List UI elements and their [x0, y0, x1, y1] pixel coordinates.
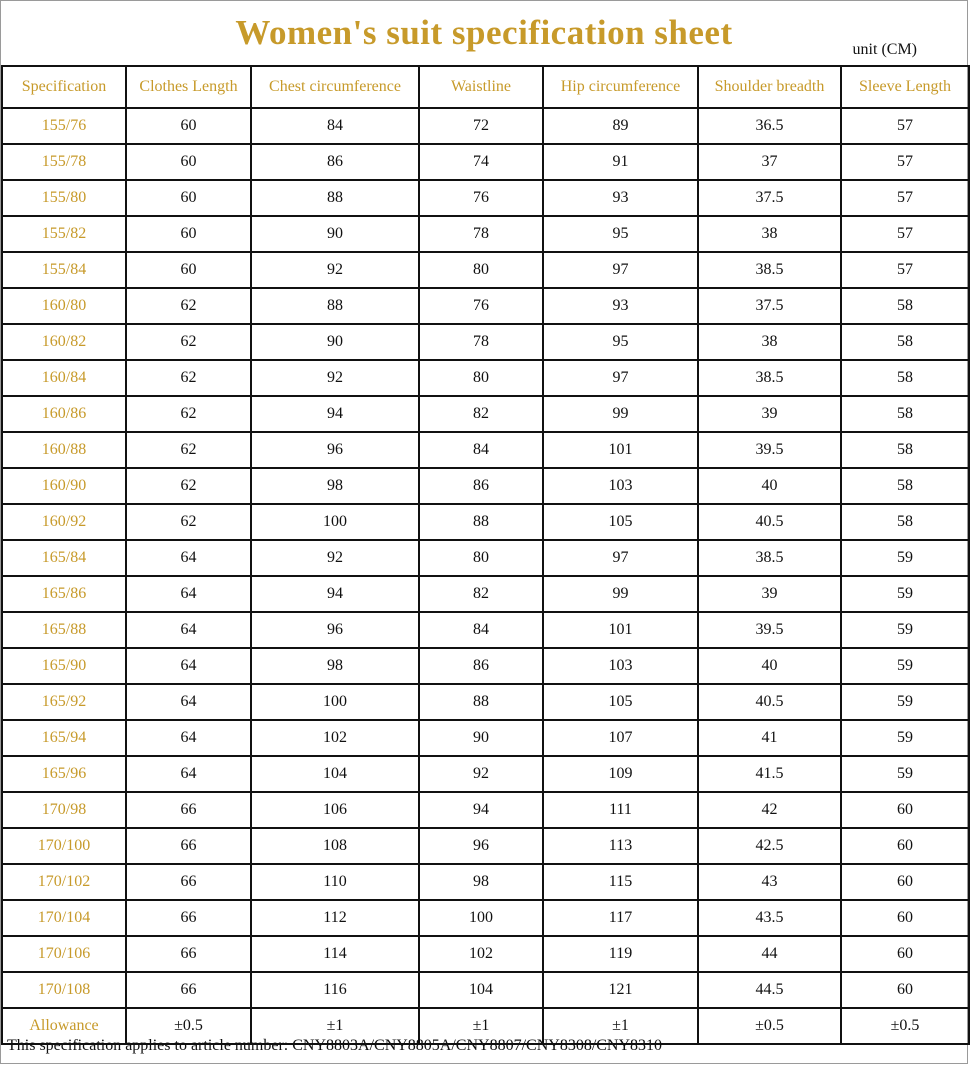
value-cell: 40.5: [698, 684, 841, 720]
spec-cell: 165/84: [2, 540, 126, 576]
spec-cell: 160/84: [2, 360, 126, 396]
value-cell: 92: [251, 360, 419, 396]
value-cell: 95: [543, 324, 698, 360]
table-row: [2, 972, 969, 1008]
value-cell: 99: [543, 576, 698, 612]
value-cell: 86: [419, 648, 543, 684]
table-row: [2, 144, 969, 180]
value-cell: 64: [126, 612, 251, 648]
value-cell: 60: [841, 828, 969, 864]
value-cell: 95: [543, 216, 698, 252]
value-cell: 64: [126, 684, 251, 720]
value-cell: 78: [419, 324, 543, 360]
value-cell: 60: [126, 252, 251, 288]
value-cell: 100: [419, 900, 543, 936]
value-cell: 62: [126, 288, 251, 324]
value-cell: 57: [841, 180, 969, 216]
spec-cell: 170/108: [2, 972, 126, 1008]
table-row: [2, 540, 969, 576]
value-cell: 44.5: [698, 972, 841, 1008]
value-cell: ±0.5: [126, 1008, 251, 1044]
spec-cell: 165/94: [2, 720, 126, 756]
value-cell: 42.5: [698, 828, 841, 864]
column-header: Chest circumference: [251, 66, 419, 108]
value-cell: 89: [543, 108, 698, 144]
value-cell: 60: [841, 864, 969, 900]
spec-cell: 155/82: [2, 216, 126, 252]
value-cell: 104: [251, 756, 419, 792]
value-cell: 80: [419, 252, 543, 288]
value-cell: 37: [698, 144, 841, 180]
value-cell: 60: [126, 180, 251, 216]
value-cell: 109: [543, 756, 698, 792]
spec-cell: 155/76: [2, 108, 126, 144]
value-cell: 74: [419, 144, 543, 180]
table-row: [2, 612, 969, 648]
table-row: [2, 396, 969, 432]
value-cell: 60: [126, 216, 251, 252]
value-cell: 105: [543, 504, 698, 540]
table-row: [2, 684, 969, 720]
value-cell: 94: [419, 792, 543, 828]
value-cell: ±1: [419, 1008, 543, 1044]
spec-cell: 160/90: [2, 468, 126, 504]
table-row: [2, 216, 969, 252]
value-cell: 66: [126, 900, 251, 936]
value-cell: 39: [698, 576, 841, 612]
value-cell: 100: [251, 684, 419, 720]
value-cell: 98: [251, 468, 419, 504]
value-cell: 76: [419, 180, 543, 216]
value-cell: ±1: [251, 1008, 419, 1044]
spec-cell: 160/92: [2, 504, 126, 540]
value-cell: 66: [126, 792, 251, 828]
value-cell: 99: [543, 396, 698, 432]
value-cell: ±0.5: [841, 1008, 969, 1044]
column-header: Sleeve Length: [841, 66, 969, 108]
value-cell: 113: [543, 828, 698, 864]
value-cell: 121: [543, 972, 698, 1008]
value-cell: 58: [841, 432, 969, 468]
value-cell: 66: [126, 864, 251, 900]
value-cell: 60: [126, 108, 251, 144]
value-cell: 102: [419, 936, 543, 972]
value-cell: 103: [543, 468, 698, 504]
spec-cell: 165/88: [2, 612, 126, 648]
table-body: [2, 108, 969, 1044]
spec-cell: 170/104: [2, 900, 126, 936]
value-cell: 38.5: [698, 360, 841, 396]
value-cell: 116: [251, 972, 419, 1008]
header-row: [2, 66, 969, 108]
table-row: [2, 792, 969, 828]
value-cell: 66: [126, 828, 251, 864]
value-cell: 90: [251, 216, 419, 252]
value-cell: 37.5: [698, 288, 841, 324]
value-cell: 84: [251, 108, 419, 144]
value-cell: 92: [251, 252, 419, 288]
table-row: [2, 504, 969, 540]
value-cell: 59: [841, 648, 969, 684]
value-cell: 97: [543, 252, 698, 288]
value-cell: 64: [126, 648, 251, 684]
value-cell: 78: [419, 216, 543, 252]
value-cell: 88: [419, 684, 543, 720]
table-row: [2, 864, 969, 900]
value-cell: 110: [251, 864, 419, 900]
table-row: [2, 432, 969, 468]
spec-cell: 170/98: [2, 792, 126, 828]
value-cell: 58: [841, 360, 969, 396]
value-cell: 37.5: [698, 180, 841, 216]
column-header: Specification: [2, 66, 126, 108]
value-cell: 111: [543, 792, 698, 828]
value-cell: 114: [251, 936, 419, 972]
value-cell: 98: [419, 864, 543, 900]
value-cell: 96: [419, 828, 543, 864]
column-header: Hip circumference: [543, 66, 698, 108]
value-cell: 58: [841, 396, 969, 432]
spec-cell: 160/88: [2, 432, 126, 468]
value-cell: 59: [841, 684, 969, 720]
value-cell: 93: [543, 288, 698, 324]
value-cell: 88: [419, 504, 543, 540]
value-cell: 60: [841, 792, 969, 828]
value-cell: 117: [543, 900, 698, 936]
value-cell: 60: [841, 900, 969, 936]
spec-cell: 165/86: [2, 576, 126, 612]
table-row: [2, 900, 969, 936]
table-row: [2, 324, 969, 360]
spec-cell: 170/102: [2, 864, 126, 900]
value-cell: 88: [251, 180, 419, 216]
value-cell: 59: [841, 612, 969, 648]
value-cell: 58: [841, 468, 969, 504]
value-cell: 76: [419, 288, 543, 324]
value-cell: 40.5: [698, 504, 841, 540]
value-cell: 103: [543, 648, 698, 684]
table-row: [2, 468, 969, 504]
sheet-title: Women's suit specification sheet: [235, 13, 733, 52]
value-cell: 66: [126, 936, 251, 972]
value-cell: 100: [251, 504, 419, 540]
spec-cell: 165/90: [2, 648, 126, 684]
value-cell: 64: [126, 720, 251, 756]
value-cell: 42: [698, 792, 841, 828]
value-cell: 106: [251, 792, 419, 828]
value-cell: 84: [419, 432, 543, 468]
value-cell: 64: [126, 540, 251, 576]
value-cell: 97: [543, 540, 698, 576]
column-header: Clothes Length: [126, 66, 251, 108]
spec-cell: 155/78: [2, 144, 126, 180]
spec-cell: 160/80: [2, 288, 126, 324]
value-cell: 40: [698, 468, 841, 504]
column-header: Waistline: [419, 66, 543, 108]
value-cell: 58: [841, 504, 969, 540]
value-cell: 57: [841, 216, 969, 252]
table-row: [2, 108, 969, 144]
value-cell: 92: [251, 540, 419, 576]
value-cell: 98: [251, 648, 419, 684]
value-cell: 94: [251, 576, 419, 612]
value-cell: 39.5: [698, 432, 841, 468]
spec-table: [1, 65, 970, 1045]
value-cell: 82: [419, 396, 543, 432]
value-cell: 94: [251, 396, 419, 432]
value-cell: 38: [698, 216, 841, 252]
unit-label: unit (CM): [852, 41, 917, 58]
value-cell: 102: [251, 720, 419, 756]
value-cell: 39.5: [698, 612, 841, 648]
value-cell: ±1: [543, 1008, 698, 1044]
title-area: [1, 1, 967, 65]
value-cell: 59: [841, 540, 969, 576]
value-cell: 66: [126, 972, 251, 1008]
spec-cell: 170/106: [2, 936, 126, 972]
table-row: [2, 720, 969, 756]
value-cell: 112: [251, 900, 419, 936]
value-cell: 119: [543, 936, 698, 972]
value-cell: 115: [543, 864, 698, 900]
value-cell: 57: [841, 108, 969, 144]
value-cell: 80: [419, 540, 543, 576]
value-cell: 91: [543, 144, 698, 180]
spec-cell: Allowance: [2, 1008, 126, 1044]
value-cell: 92: [419, 756, 543, 792]
value-cell: 58: [841, 288, 969, 324]
value-cell: 58: [841, 324, 969, 360]
value-cell: 43.5: [698, 900, 841, 936]
spec-cell: 165/96: [2, 756, 126, 792]
value-cell: 59: [841, 756, 969, 792]
value-cell: 36.5: [698, 108, 841, 144]
spec-cell: 155/84: [2, 252, 126, 288]
value-cell: 86: [419, 468, 543, 504]
value-cell: 38.5: [698, 252, 841, 288]
value-cell: 62: [126, 360, 251, 396]
value-cell: 41.5: [698, 756, 841, 792]
value-cell: 60: [841, 972, 969, 1008]
spec-cell: 160/82: [2, 324, 126, 360]
spec-cell: 160/86: [2, 396, 126, 432]
column-header: Shoulder breadth: [698, 66, 841, 108]
table-row: [2, 648, 969, 684]
table-row: [2, 252, 969, 288]
value-cell: 38.5: [698, 540, 841, 576]
value-cell: 62: [126, 468, 251, 504]
value-cell: 104: [419, 972, 543, 1008]
value-cell: 64: [126, 576, 251, 612]
value-cell: 39: [698, 396, 841, 432]
value-cell: 64: [126, 756, 251, 792]
value-cell: 86: [251, 144, 419, 180]
table-row: [2, 828, 969, 864]
value-cell: 41: [698, 720, 841, 756]
value-cell: 82: [419, 576, 543, 612]
article-footnote: This specification applies to article number: CNY8803A/CNY8805A/CNY8807/CNY8308/CNY8310: [7, 1037, 663, 1054]
value-cell: 57: [841, 252, 969, 288]
spec-cell: 155/80: [2, 180, 126, 216]
value-cell: 60: [126, 144, 251, 180]
value-cell: 107: [543, 720, 698, 756]
value-cell: 72: [419, 108, 543, 144]
value-cell: 62: [126, 396, 251, 432]
value-cell: 90: [419, 720, 543, 756]
value-cell: 90: [251, 324, 419, 360]
value-cell: 62: [126, 432, 251, 468]
spec-cell: 170/100: [2, 828, 126, 864]
value-cell: 105: [543, 684, 698, 720]
value-cell: 59: [841, 576, 969, 612]
value-cell: 62: [126, 504, 251, 540]
value-cell: 108: [251, 828, 419, 864]
value-cell: 93: [543, 180, 698, 216]
value-cell: 59: [841, 720, 969, 756]
value-cell: 101: [543, 432, 698, 468]
value-cell: 38: [698, 324, 841, 360]
value-cell: 60: [841, 936, 969, 972]
value-cell: 101: [543, 612, 698, 648]
value-cell: 40: [698, 648, 841, 684]
table-row: [2, 360, 969, 396]
value-cell: 88: [251, 288, 419, 324]
spec-cell: 165/92: [2, 684, 126, 720]
value-cell: 96: [251, 432, 419, 468]
table-row: [2, 756, 969, 792]
table-row: [2, 288, 969, 324]
value-cell: 84: [419, 612, 543, 648]
value-cell: 43: [698, 864, 841, 900]
value-cell: 62: [126, 324, 251, 360]
value-cell: 57: [841, 144, 969, 180]
table-row: [2, 936, 969, 972]
value-cell: 97: [543, 360, 698, 396]
value-cell: 80: [419, 360, 543, 396]
table-row: [2, 576, 969, 612]
value-cell: ±0.5: [698, 1008, 841, 1044]
value-cell: 44: [698, 936, 841, 972]
value-cell: 96: [251, 612, 419, 648]
table-row: [2, 180, 969, 216]
